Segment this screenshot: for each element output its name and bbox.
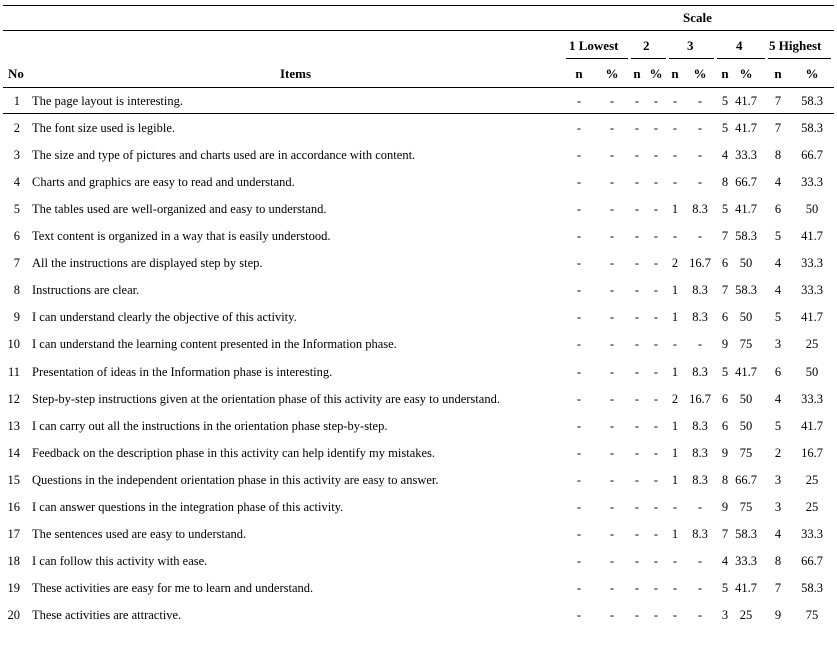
group-rule-4 bbox=[717, 58, 765, 59]
cell-percent: 66.7 bbox=[801, 148, 823, 162]
cell-percent: - bbox=[697, 121, 703, 135]
item-text: Questions in the independent orientation phase in this activity are easy to answer. bbox=[32, 473, 439, 487]
cell-n: - bbox=[634, 554, 640, 568]
cell-percent: - bbox=[653, 419, 659, 433]
item-text: I can answer questions in the integration phase of this activity. bbox=[32, 500, 344, 514]
cell-n: - bbox=[576, 256, 582, 270]
cell-percent: - bbox=[653, 365, 659, 379]
group-header-1-lowest: 1 Lowest bbox=[569, 38, 619, 53]
cell-n: - bbox=[634, 283, 640, 297]
group-rule-2 bbox=[631, 58, 666, 59]
scale-rule bbox=[3, 30, 834, 31]
cell-n: 9 bbox=[721, 446, 729, 460]
cell-n: - bbox=[634, 581, 640, 595]
cell-percent: - bbox=[609, 256, 615, 270]
cell-percent: - bbox=[609, 608, 615, 622]
cell-percent: 33.3 bbox=[735, 554, 757, 568]
cell-n: - bbox=[576, 310, 582, 324]
cell-percent: - bbox=[653, 608, 659, 622]
cell-percent: - bbox=[653, 500, 659, 514]
cell-percent: 8.3 bbox=[692, 446, 708, 460]
item-text: Instructions are clear. bbox=[32, 283, 140, 297]
table-row bbox=[0, 444, 837, 462]
table-row bbox=[0, 335, 837, 353]
item-text: I can carry out all the instructions in the orientation phase step-by-step. bbox=[32, 419, 388, 433]
cell-percent: - bbox=[697, 337, 703, 351]
row-number: 3 bbox=[13, 148, 20, 162]
cell-n: 8 bbox=[721, 175, 729, 189]
cell-n: - bbox=[634, 175, 640, 189]
row-number: 15 bbox=[7, 473, 20, 487]
group-rule-3 bbox=[669, 58, 714, 59]
cell-percent: - bbox=[653, 121, 659, 135]
cell-n: 1 bbox=[671, 310, 679, 324]
item-text: Step-by-step instructions given at the orientation phase of this activity are easy to understand. bbox=[32, 392, 500, 406]
cell-n: - bbox=[634, 121, 640, 135]
cell-percent: 58.3 bbox=[801, 581, 823, 595]
cell-n: - bbox=[672, 229, 678, 243]
cell-percent: - bbox=[697, 175, 703, 189]
cell-percent: - bbox=[653, 148, 659, 162]
cell-percent: 75 bbox=[739, 446, 753, 460]
cell-n: - bbox=[672, 500, 678, 514]
row-number: 2 bbox=[13, 121, 20, 135]
cell-percent: - bbox=[609, 148, 615, 162]
cell-percent: 41.7 bbox=[735, 202, 757, 216]
cell-n: - bbox=[634, 256, 640, 270]
cell-percent: - bbox=[609, 202, 615, 216]
row1-rule bbox=[3, 113, 834, 114]
cell-percent: - bbox=[697, 554, 703, 568]
table-row bbox=[0, 146, 837, 164]
cell-n: 3 bbox=[774, 500, 782, 514]
cell-n: - bbox=[634, 419, 640, 433]
cell-n: 7 bbox=[721, 527, 729, 541]
item-text: These activities are attractive. bbox=[32, 608, 182, 622]
cell-n: - bbox=[576, 608, 582, 622]
table-row bbox=[0, 498, 837, 516]
row-number: 9 bbox=[13, 310, 20, 324]
cell-percent: 41.7 bbox=[801, 419, 823, 433]
cell-percent: - bbox=[609, 554, 615, 568]
header-bottom-rule bbox=[3, 87, 834, 88]
cell-n: 8 bbox=[774, 148, 782, 162]
cell-percent: - bbox=[653, 392, 659, 406]
cell-n: - bbox=[672, 581, 678, 595]
cell-percent: 33.3 bbox=[801, 283, 823, 297]
cell-percent: 58.3 bbox=[801, 121, 823, 135]
cell-n: 5 bbox=[774, 419, 782, 433]
cell-percent: 58.3 bbox=[735, 527, 757, 541]
cell-n: - bbox=[576, 229, 582, 243]
cell-n: 1 bbox=[671, 419, 679, 433]
cell-n: - bbox=[576, 121, 582, 135]
cell-percent: - bbox=[653, 94, 659, 108]
cell-n: 2 bbox=[671, 392, 679, 406]
cell-n: - bbox=[634, 94, 640, 108]
cell-n: 7 bbox=[721, 229, 729, 243]
item-text: The tables used are well-organized and easy to understand. bbox=[32, 202, 327, 216]
cell-percent: 41.7 bbox=[735, 94, 757, 108]
table-row bbox=[0, 471, 837, 489]
table-row bbox=[0, 281, 837, 299]
row-number: 17 bbox=[7, 527, 20, 541]
table-row bbox=[0, 363, 837, 381]
cell-n: - bbox=[576, 202, 582, 216]
table-row bbox=[0, 417, 837, 435]
row-number: 5 bbox=[13, 202, 20, 216]
cell-percent: 16.7 bbox=[689, 256, 711, 270]
cell-n: 1 bbox=[671, 446, 679, 460]
cell-percent: - bbox=[653, 337, 659, 351]
cell-percent: 41.7 bbox=[735, 365, 757, 379]
group-header-4: 4 bbox=[736, 38, 743, 53]
cell-percent: - bbox=[609, 121, 615, 135]
cell-percent: 8.3 bbox=[692, 419, 708, 433]
cell-percent: - bbox=[609, 310, 615, 324]
cell-percent: 8.3 bbox=[692, 202, 708, 216]
cell-percent: - bbox=[653, 283, 659, 297]
cell-percent: 25 bbox=[739, 608, 753, 622]
row-number: 11 bbox=[7, 365, 20, 379]
cell-percent: 41.7 bbox=[735, 121, 757, 135]
cell-percent: 8.3 bbox=[692, 310, 708, 324]
cell-n: 5 bbox=[721, 94, 729, 108]
cell-n: 6 bbox=[774, 202, 782, 216]
cell-n: - bbox=[576, 175, 582, 189]
subheader-percent: % bbox=[649, 66, 663, 81]
cell-n: 3 bbox=[721, 608, 729, 622]
cell-percent: 8.3 bbox=[692, 527, 708, 541]
cell-percent: 25 bbox=[805, 337, 819, 351]
cell-percent: - bbox=[653, 446, 659, 460]
cell-percent: 33.3 bbox=[801, 175, 823, 189]
cell-n: - bbox=[634, 229, 640, 243]
row-number: 20 bbox=[7, 608, 20, 622]
cell-n: 6 bbox=[721, 419, 729, 433]
row-number: 12 bbox=[7, 392, 20, 406]
row-number: 1 bbox=[13, 94, 20, 108]
row-number: 18 bbox=[7, 554, 20, 568]
cell-n: 5 bbox=[721, 202, 729, 216]
cell-percent: 33.3 bbox=[801, 527, 823, 541]
cell-n: 7 bbox=[721, 283, 729, 297]
cell-percent: 8.3 bbox=[692, 473, 708, 487]
cell-n: 5 bbox=[721, 121, 729, 135]
cell-n: 1 bbox=[671, 283, 679, 297]
cell-percent: 50 bbox=[805, 202, 819, 216]
cell-percent: 58.3 bbox=[735, 283, 757, 297]
cell-n: - bbox=[672, 175, 678, 189]
cell-n: - bbox=[576, 446, 582, 460]
cell-n: 5 bbox=[774, 229, 782, 243]
top-rule bbox=[3, 5, 834, 6]
cell-percent: 50 bbox=[739, 256, 753, 270]
cell-percent: 75 bbox=[739, 337, 753, 351]
cell-n: - bbox=[672, 94, 678, 108]
cell-n: 7 bbox=[774, 581, 782, 595]
cell-percent: 50 bbox=[739, 310, 753, 324]
subheader-percent: % bbox=[605, 66, 619, 81]
cell-percent: 75 bbox=[805, 608, 819, 622]
cell-n: - bbox=[672, 608, 678, 622]
cell-n: - bbox=[576, 500, 582, 514]
cell-percent: 66.7 bbox=[801, 554, 823, 568]
cell-n: 9 bbox=[774, 608, 782, 622]
subheader-n: n bbox=[671, 66, 679, 81]
cell-percent: - bbox=[609, 365, 615, 379]
row-number: 6 bbox=[13, 229, 20, 243]
cell-n: 6 bbox=[721, 392, 729, 406]
cell-n: - bbox=[634, 148, 640, 162]
cell-n: 6 bbox=[774, 365, 782, 379]
cell-n: - bbox=[634, 310, 640, 324]
table-row bbox=[0, 227, 837, 245]
subheader-n: n bbox=[575, 66, 583, 81]
cell-n: - bbox=[576, 473, 582, 487]
cell-n: 9 bbox=[721, 337, 729, 351]
cell-percent: 41.7 bbox=[801, 229, 823, 243]
no-header: No bbox=[8, 66, 24, 81]
cell-n: 7 bbox=[774, 121, 782, 135]
item-text: Text content is organized in a way that is easily understood. bbox=[32, 229, 331, 243]
cell-percent: - bbox=[697, 581, 703, 595]
cell-n: 1 bbox=[671, 527, 679, 541]
cell-percent: - bbox=[653, 229, 659, 243]
cell-n: - bbox=[634, 446, 640, 460]
cell-n: - bbox=[576, 581, 582, 595]
cell-n: 2 bbox=[671, 256, 679, 270]
cell-percent: 50 bbox=[805, 365, 819, 379]
subheader-percent: % bbox=[693, 66, 707, 81]
cell-n: - bbox=[672, 554, 678, 568]
cell-percent: - bbox=[697, 148, 703, 162]
cell-percent: 41.7 bbox=[801, 310, 823, 324]
cell-n: 4 bbox=[774, 175, 782, 189]
table-row bbox=[0, 308, 837, 326]
row-number: 19 bbox=[7, 581, 20, 595]
cell-percent: 66.7 bbox=[735, 473, 757, 487]
cell-n: 6 bbox=[721, 310, 729, 324]
cell-n: 2 bbox=[774, 446, 782, 460]
cell-n: 3 bbox=[774, 337, 782, 351]
item-text: I can follow this activity with ease. bbox=[32, 554, 208, 568]
cell-percent: - bbox=[697, 94, 703, 108]
table-row bbox=[0, 606, 837, 624]
item-text: Feedback on the description phase in this activity can help identify my mistakes. bbox=[32, 446, 436, 460]
group-rule-1 bbox=[566, 58, 628, 59]
cell-n: 3 bbox=[774, 473, 782, 487]
cell-n: 6 bbox=[721, 256, 729, 270]
row-number: 7 bbox=[13, 256, 20, 270]
cell-n: 4 bbox=[774, 527, 782, 541]
cell-n: 5 bbox=[721, 581, 729, 595]
item-text: The page layout is interesting. bbox=[32, 94, 184, 108]
cell-percent: - bbox=[609, 473, 615, 487]
cell-n: - bbox=[576, 148, 582, 162]
cell-percent: - bbox=[609, 337, 615, 351]
row-number: 13 bbox=[7, 419, 20, 433]
cell-n: 4 bbox=[721, 148, 729, 162]
cell-percent: - bbox=[609, 500, 615, 514]
table-row bbox=[0, 173, 837, 191]
cell-percent: - bbox=[697, 500, 703, 514]
cell-n: - bbox=[672, 148, 678, 162]
cell-percent: - bbox=[609, 446, 615, 460]
subheader-n: n bbox=[721, 66, 729, 81]
table-row bbox=[0, 119, 837, 137]
cell-percent: 8.3 bbox=[692, 365, 708, 379]
items-header: Items bbox=[280, 66, 312, 81]
cell-n: 8 bbox=[721, 473, 729, 487]
cell-percent: - bbox=[653, 581, 659, 595]
cell-percent: - bbox=[697, 608, 703, 622]
cell-percent: - bbox=[653, 527, 659, 541]
table-row bbox=[0, 579, 837, 597]
cell-percent: - bbox=[609, 419, 615, 433]
row-number: 8 bbox=[13, 283, 20, 297]
cell-percent: 25 bbox=[805, 500, 819, 514]
group-header-3: 3 bbox=[687, 38, 694, 53]
cell-percent: 41.7 bbox=[735, 581, 757, 595]
cell-n: - bbox=[634, 527, 640, 541]
cell-percent: 25 bbox=[805, 473, 819, 487]
cell-percent: - bbox=[653, 175, 659, 189]
cell-percent: 58.3 bbox=[735, 229, 757, 243]
cell-percent: - bbox=[609, 229, 615, 243]
cell-percent: 75 bbox=[739, 500, 753, 514]
cell-percent: - bbox=[653, 202, 659, 216]
item-text: Charts and graphics are easy to read and understand. bbox=[32, 175, 295, 189]
cell-n: - bbox=[576, 94, 582, 108]
cell-percent: - bbox=[697, 229, 703, 243]
item-text: I can understand the learning content presented in the Information phase. bbox=[32, 337, 397, 351]
cell-percent: - bbox=[653, 256, 659, 270]
row-number: 16 bbox=[7, 500, 20, 514]
cell-n: - bbox=[576, 419, 582, 433]
cell-n: - bbox=[576, 527, 582, 541]
cell-percent: 66.7 bbox=[735, 175, 757, 189]
cell-percent: - bbox=[653, 310, 659, 324]
cell-percent: - bbox=[609, 581, 615, 595]
cell-n: - bbox=[634, 392, 640, 406]
scale-header: Scale bbox=[683, 10, 712, 25]
row-number: 10 bbox=[7, 337, 20, 351]
cell-n: 1 bbox=[671, 365, 679, 379]
cell-n: - bbox=[672, 337, 678, 351]
cell-n: - bbox=[576, 337, 582, 351]
subheader-n: n bbox=[633, 66, 641, 81]
table-row bbox=[0, 552, 837, 570]
cell-n: - bbox=[634, 365, 640, 379]
cell-n: 7 bbox=[774, 94, 782, 108]
cell-n: - bbox=[576, 554, 582, 568]
cell-percent: - bbox=[609, 527, 615, 541]
item-text: I can understand clearly the objective of this activity. bbox=[32, 310, 297, 324]
cell-n: - bbox=[634, 337, 640, 351]
cell-n: 5 bbox=[774, 310, 782, 324]
cell-percent: 33.3 bbox=[801, 392, 823, 406]
cell-percent: 50 bbox=[739, 419, 753, 433]
cell-n: 5 bbox=[721, 365, 729, 379]
item-text: All the instructions are displayed step by step. bbox=[32, 256, 263, 270]
cell-percent: 16.7 bbox=[689, 392, 711, 406]
group-header-5-highest: 5 Highest bbox=[769, 38, 822, 53]
table-row bbox=[0, 525, 837, 543]
subheader-percent: % bbox=[739, 66, 753, 81]
item-text: The size and type of pictures and charts used are in accordance with content. bbox=[32, 148, 416, 162]
group-header-2: 2 bbox=[643, 38, 650, 53]
cell-n: - bbox=[634, 608, 640, 622]
cell-percent: - bbox=[653, 554, 659, 568]
cell-n: 4 bbox=[774, 256, 782, 270]
table-row bbox=[0, 390, 837, 408]
cell-percent: - bbox=[609, 392, 615, 406]
table-row bbox=[0, 200, 837, 218]
table-row bbox=[0, 92, 837, 110]
cell-percent: 33.3 bbox=[735, 148, 757, 162]
table-row bbox=[0, 254, 837, 272]
cell-n: 4 bbox=[774, 283, 782, 297]
cell-n: - bbox=[634, 473, 640, 487]
row-number: 4 bbox=[13, 175, 20, 189]
cell-percent: 8.3 bbox=[692, 283, 708, 297]
cell-percent: 16.7 bbox=[801, 446, 823, 460]
cell-n: - bbox=[634, 500, 640, 514]
item-text: These activities are easy for me to learn and understand. bbox=[32, 581, 314, 595]
cell-n: 4 bbox=[774, 392, 782, 406]
cell-n: 1 bbox=[671, 473, 679, 487]
cell-percent: - bbox=[609, 94, 615, 108]
cell-n: 8 bbox=[774, 554, 782, 568]
cell-n: - bbox=[672, 121, 678, 135]
cell-n: - bbox=[576, 283, 582, 297]
cell-n: - bbox=[576, 392, 582, 406]
subheader-n: n bbox=[774, 66, 782, 81]
cell-percent: - bbox=[653, 473, 659, 487]
cell-percent: 50 bbox=[739, 392, 753, 406]
cell-percent: 33.3 bbox=[801, 256, 823, 270]
cell-n: 4 bbox=[721, 554, 729, 568]
cell-n: - bbox=[576, 365, 582, 379]
cell-n: - bbox=[634, 202, 640, 216]
cell-n: 9 bbox=[721, 500, 729, 514]
subheader-percent: % bbox=[805, 66, 819, 81]
row-number: 14 bbox=[7, 446, 20, 460]
item-text: The sentences used are easy to understand. bbox=[32, 527, 247, 541]
cell-percent: - bbox=[609, 283, 615, 297]
group-rule-5 bbox=[768, 58, 831, 59]
item-text: Presentation of ideas in the Information phase is interesting. bbox=[32, 365, 333, 379]
cell-percent: 58.3 bbox=[801, 94, 823, 108]
cell-percent: - bbox=[609, 175, 615, 189]
cell-n: 1 bbox=[671, 202, 679, 216]
item-text: The font size used is legible. bbox=[32, 121, 176, 135]
